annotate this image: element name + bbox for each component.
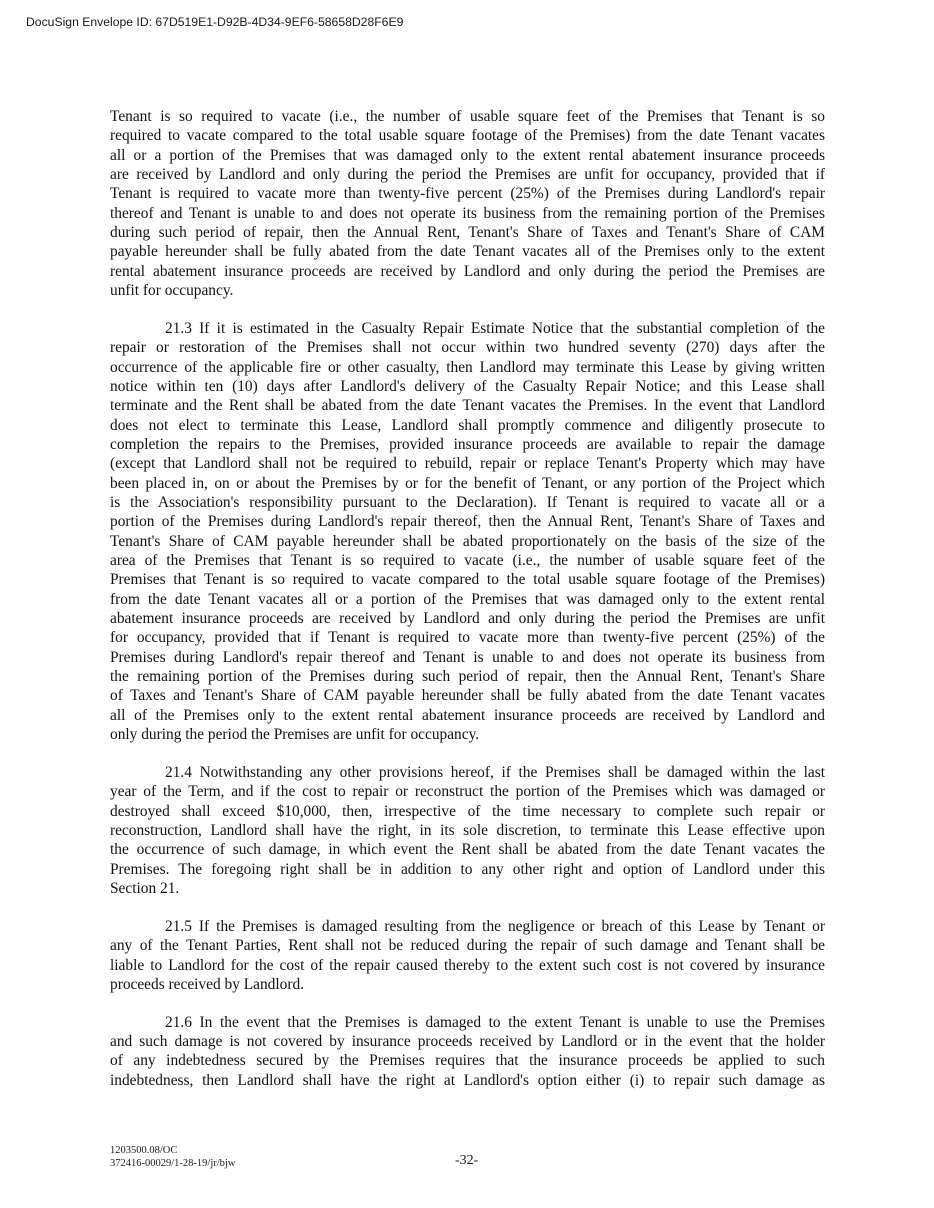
- footer-doc-ref-2: 372416-00029/1-28-19/jr/bjw: [110, 1157, 236, 1169]
- text-line: all of the Premises only to the extent rental abatement insurance proceeds are received by Landlord and: [110, 706, 825, 724]
- text-line: is the Association's responsibility pursuant to the Declaration). If Tenant is required to vacate all or a: [110, 494, 825, 512]
- text-line: and such damage is not covered by insurance proceeds received by Landlord or in the event that the holder: [110, 1033, 825, 1051]
- text-line: thereof and Tenant is unable to and does not operate its business from the remaining portion of the Premises: [110, 204, 825, 222]
- text-line: Premises that Tenant is so required to vacate compared to the total usable square footage of the Premises): [110, 571, 825, 589]
- text-line: payable hereunder shall be fully abated from the date Tenant vacates all of the Premises only to the extent: [110, 243, 825, 261]
- text-line: required to vacate compared to the total usable square footage of the Premises) from the date Tenant vacates: [110, 127, 825, 145]
- text-line: (except that Landlord shall not be required to rebuild, repair or replace Tenant's Property which may have: [110, 455, 825, 473]
- text-line: liable to Landlord for the cost of the repair caused thereby to the extent such cost is not covered by insurance: [110, 956, 825, 974]
- text-line: year of the Term, and if the cost to repair or reconstruct the portion of the Premises which was damaged or: [110, 783, 825, 801]
- text-line: 21.4 Notwithstanding any other provisions hereof, if the Premises shall be damaged within the last: [165, 764, 825, 781]
- text-line: proceeds received by Landlord.: [110, 975, 305, 993]
- text-line: Tenant's Share of CAM payable hereunder shall be abated proportionately on the basis of the size of the: [110, 532, 825, 550]
- footer-doc-reference: [110, 1145, 235, 1170]
- text-line: been placed in, on or about the Premises by or for the benefit of Tenant, or any portion of the Project which: [110, 474, 825, 492]
- text-line: terminate and the Rent shall be abated from the date Tenant vacates the Premises. In the event that Landlord: [110, 397, 825, 415]
- text-line: the remaining portion of the Premises during such period of repair, then the Annual Rent, Tenant's Share: [110, 668, 825, 686]
- text-line: occurrence of the applicable fire or other casualty, then Landlord may terminate this Lease by giving written: [110, 358, 825, 376]
- text-line: all or a portion of the Premises that was damaged only to the extent rental abatement insurance proceeds: [110, 146, 825, 164]
- text-line: Premises. The foregoing right shall be in addition to any other right and option of Landlord under this: [110, 860, 825, 878]
- text-line: only during the period the Premises are unfit for occupancy.: [110, 726, 480, 744]
- text-line: during such period of repair, then the Annual Rent, Tenant's Share of Taxes and Tenant's Share of CAM: [110, 224, 825, 242]
- paragraph-continued: [110, 107, 825, 300]
- text-line: Section 21.: [110, 880, 180, 898]
- section-21-6: [110, 1013, 825, 1090]
- text-line: completion the repairs to the Premises, provided insurance proceeds are available to repair the damage: [110, 436, 825, 453]
- text-line: Tenant is required to vacate more than twenty-five percent (25%) of the Premises during Landlord's repair: [110, 185, 825, 203]
- text-line: repair or restoration of the Premises shall not occur within two hundred seventy (270) days after the: [110, 339, 825, 357]
- text-line: portion of the Premises during Landlord's repair thereof, then the Annual Rent, Tenant's Share of Taxes and: [110, 513, 825, 531]
- text-line: Premises during Landlord's repair thereof and Tenant is unable to and does not operate its business from: [110, 648, 825, 666]
- text-line: from the date Tenant vacates all or a portion of the Premises that was damaged only to the extent rental: [110, 590, 825, 608]
- text-line: any of the Tenant Parties, Rent shall not be reduced during the repair of such damage and Tenant shall be: [110, 937, 825, 955]
- text-line: the occurrence of such damage, in which event the Rent shall be abated from the date Tenant vacates the: [110, 841, 825, 859]
- text-line: 21.5 If the Premises is damaged resulting from the negligence or breach of this Lease by Tenant or: [165, 917, 825, 935]
- text-line: indebtedness, then Landlord shall have the right at Landlord's option either (i) to repair such damage as: [110, 1071, 825, 1089]
- text-line: rental abatement insurance proceeds are received by Landlord and only during the period the Premises are: [110, 262, 825, 280]
- text-line: notice within ten (10) days after Landlord's delivery of the Casualty Repair Notice; and this Lease shall: [110, 377, 825, 395]
- text-line: area of the Premises that Tenant is so required to vacate (i.e., the number of usable square feet of the: [110, 552, 825, 570]
- footer-doc-ref-1: 1203500.08/OC: [110, 1145, 178, 1156]
- text-line: of any indebtedness secured by the Premises requires that the insurance proceeds be applied to such: [110, 1052, 825, 1070]
- text-line: for occupancy, provided that if Tenant is required to vacate more than twenty-five percent (25%) of the: [110, 629, 825, 647]
- text-line: reconstruction, Landlord shall have the right, in its sole discretion, to terminate this Lease effective upon: [110, 822, 825, 840]
- document-body: [110, 107, 825, 1109]
- text-line: 21.3 If it is estimated in the Casualty Repair Estimate Notice that the substantial completion of the: [165, 319, 825, 337]
- text-line: abatement insurance proceeds are received by Landlord and only during the period the Premises are unfit: [110, 610, 825, 628]
- section-21-5: [110, 917, 825, 994]
- text-line: of Taxes and Tenant's Share of CAM payable hereunder shall be fully abated from the date Tenant vacates: [110, 687, 825, 705]
- text-line: 21.6 In the event that the Premises is damaged to the extent Tenant is unable to use the Premises: [165, 1013, 825, 1031]
- section-21-3: [110, 319, 825, 745]
- page-number: -32-: [455, 1153, 479, 1168]
- text-line: Tenant is so required to vacate (i.e., the number of usable square feet of the Premises that Tenant is so: [110, 108, 825, 125]
- text-line: are received by Landlord and only during the period the Premises are unfit for occupancy, provided that if: [110, 166, 825, 184]
- text-line: does not elect to terminate this Lease, Landlord shall promptly commence and diligently prosecute to: [110, 416, 825, 434]
- section-21-4: [110, 763, 825, 898]
- text-line: destroyed shall exceed $10,000, then, irrespective of the time necessary to complete such repair or: [110, 802, 825, 820]
- docusign-envelope-id: DocuSign Envelope ID: 67D519E1-D92B-4D34-9EF6-58658D28F6E9: [26, 15, 404, 29]
- text-line: unfit for occupancy.: [110, 282, 234, 300]
